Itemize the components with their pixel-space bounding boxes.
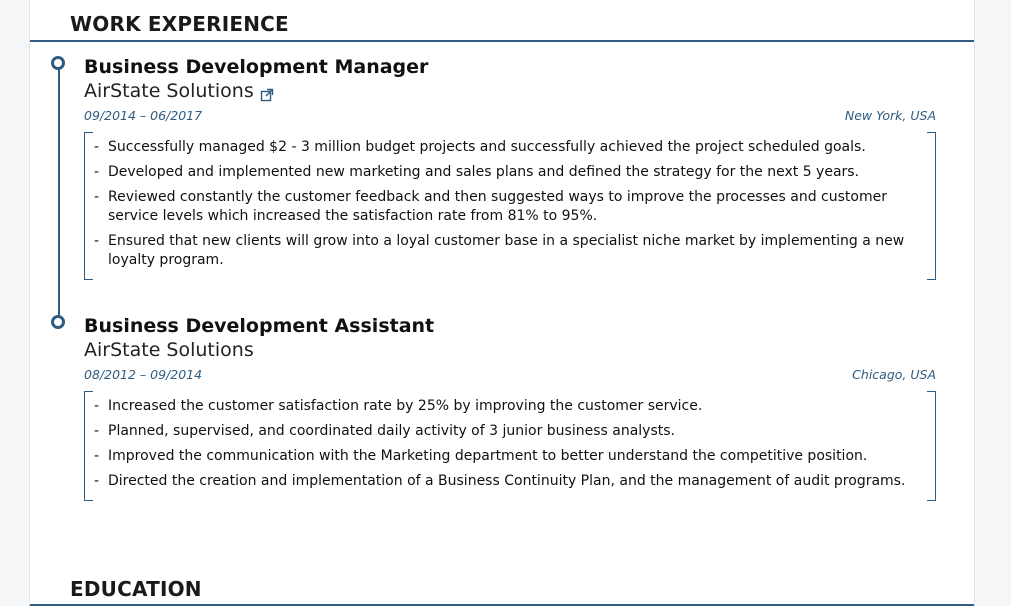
meta-row bbox=[84, 106, 936, 126]
company-name bbox=[84, 338, 936, 362]
timeline-dot-icon bbox=[51, 315, 65, 329]
external-link-icon[interactable] bbox=[260, 84, 274, 98]
achievement-item: - Successfully managed $2 - 3 million budget projects and successfully achieved the project scheduled goals. bbox=[108, 138, 920, 157]
section-title-work-experience: WORK EXPERIENCE bbox=[70, 12, 289, 36]
date-range: 08/2012 – 09/2014 bbox=[84, 367, 203, 382]
company-name-text: AirState Solutions bbox=[84, 339, 254, 361]
meta-row bbox=[84, 365, 936, 385]
achievement-item: - Increased the customer satisfaction rate by 25% by improving the customer service. bbox=[108, 397, 920, 416]
achievement-item: - Planned, supervised, and coordinated daily activity of 3 junior business analysts. bbox=[108, 422, 920, 441]
date-range: 09/2014 – 06/2017 bbox=[84, 108, 203, 123]
achievement-item: - Developed and implemented new marketing and sales plans and defined the strategy for the next 5 years. bbox=[108, 163, 920, 182]
section-title-education: EDUCATION bbox=[70, 577, 202, 601]
timeline-dot-icon bbox=[51, 56, 65, 70]
location: Chicago, USA bbox=[852, 367, 936, 382]
achievements-box bbox=[84, 391, 936, 501]
bracket-right bbox=[927, 132, 936, 280]
achievement-list bbox=[108, 138, 920, 270]
bracket-left bbox=[84, 391, 93, 501]
achievement-item: - Reviewed constantly the customer feedback and then suggested ways to improve the processes and customer service levels which increased the satisfaction rate from 81% to 95%. bbox=[108, 188, 920, 226]
achievement-list bbox=[108, 397, 920, 491]
job-title: Business Development Assistant bbox=[84, 315, 435, 337]
bracket-right bbox=[927, 391, 936, 501]
achievements-box bbox=[84, 132, 936, 280]
location: New York, USA bbox=[844, 108, 936, 123]
achievement-item: - Directed the creation and implementation of a Business Continuity Plan, and the management of audit programs. bbox=[108, 472, 920, 491]
achievement-item: - Improved the communication with the Marketing department to better understand the competitive position. bbox=[108, 447, 920, 466]
section-divider bbox=[30, 40, 974, 42]
job-title: Business Development Manager bbox=[84, 56, 429, 78]
experience-entry bbox=[84, 314, 936, 501]
achievement-item: - Ensured that new clients will grow into a loyal customer base in a specialist niche market by implementing a new loyalty program. bbox=[108, 232, 920, 270]
company-name[interactable] bbox=[84, 79, 936, 103]
experience-entry bbox=[84, 55, 936, 280]
bracket-left bbox=[84, 132, 93, 280]
company-name-text[interactable]: AirState Solutions bbox=[84, 80, 254, 102]
resume-page bbox=[29, 0, 975, 606]
timeline-line bbox=[58, 62, 60, 320]
